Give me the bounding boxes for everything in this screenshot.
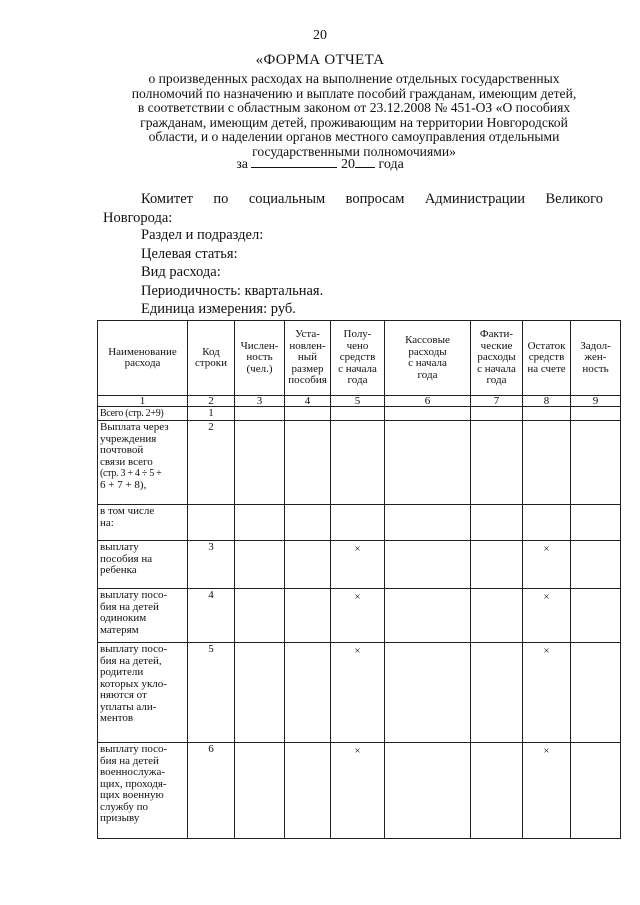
table-row	[98, 421, 621, 505]
header-headcount: Числен- ность (чел.)	[235, 321, 285, 396]
table-row	[98, 505, 621, 541]
section-label: Раздел и подраздел:	[141, 227, 264, 243]
period-year: 20	[340, 157, 355, 172]
period-prefix: за	[236, 157, 248, 172]
debt-cell	[571, 643, 621, 743]
year-blank	[355, 155, 375, 168]
header-cash-expenses: Кассовые расходы с начала года	[385, 321, 471, 396]
row-name: выплату посо- бия на детей одиноким матерям	[98, 589, 188, 643]
column-number: 9	[571, 396, 621, 407]
cash-expenses-cell	[385, 407, 471, 421]
row-name: выплату пособия на ребенка	[98, 541, 188, 589]
allowance-size-cell	[285, 421, 331, 505]
allowance-size-cell	[285, 407, 331, 421]
article-label: Целевая статья:	[141, 246, 238, 262]
column-number: 4	[285, 396, 331, 407]
funds-received-cell: ×	[331, 541, 385, 589]
row-code: 1	[188, 407, 235, 421]
row-name: в том числе на:	[98, 505, 188, 541]
allowance-size-cell	[285, 743, 331, 839]
funds-received-cell	[331, 505, 385, 541]
headcount-cell	[235, 643, 285, 743]
row-code: 6	[188, 743, 235, 839]
funds-received-cell: ×	[331, 643, 385, 743]
actual-expenses-cell	[471, 407, 523, 421]
period-blank	[251, 155, 337, 168]
header-expense-name: Наименование расхода	[98, 321, 188, 396]
account-balance-cell: ×	[523, 643, 571, 743]
headcount-cell	[235, 421, 285, 505]
row-code	[188, 505, 235, 541]
column-number: 7	[471, 396, 523, 407]
header-funds-received: Полу- чено средств с начала года	[331, 321, 385, 396]
row-code: 3	[188, 541, 235, 589]
cash-expenses-cell	[385, 541, 471, 589]
header-actual-expenses: Факти- ческие расходы с начала года	[471, 321, 523, 396]
periodicity-label: Периодичность: квартальная.	[141, 283, 324, 299]
column-number-row	[98, 396, 621, 407]
cash-expenses-cell	[385, 589, 471, 643]
column-number: 8	[523, 396, 571, 407]
funds-received-cell: ×	[331, 589, 385, 643]
debt-cell	[571, 505, 621, 541]
row-name: выплату посо- бия на детей, родители которых укло- няются от уплаты али- ментов	[98, 643, 188, 743]
column-number: 1	[98, 396, 188, 407]
account-balance-cell	[523, 505, 571, 541]
table-row	[98, 589, 621, 643]
cash-expenses-cell	[385, 505, 471, 541]
committee-line: Комитет по социальным вопросам Администрации Великого	[141, 191, 603, 207]
committee-name	[103, 190, 603, 228]
subtitle-line: гражданам, имеющим детей, проживающим на территории Новгородской	[140, 114, 568, 130]
table-row	[98, 541, 621, 589]
actual-expenses-cell	[471, 643, 523, 743]
subtitle-line: государственными полномочиями»	[252, 143, 456, 159]
column-number: 2	[188, 396, 235, 407]
period-suffix: года	[378, 157, 404, 172]
form-subtitle	[104, 72, 604, 160]
row-code: 5	[188, 643, 235, 743]
debt-cell	[571, 589, 621, 643]
cash-expenses-cell	[385, 421, 471, 505]
subtitle-line: о произведенных расходах на выполнение отдельных государственных	[148, 71, 560, 86]
account-balance-cell: ×	[523, 589, 571, 643]
allowance-size-cell	[285, 505, 331, 541]
header-row	[98, 321, 621, 396]
subtitle-line: в соответствии с областным законом от 23.12.2008 № 451-ОЗ «О пособиях	[137, 100, 571, 116]
table-row	[98, 643, 621, 743]
account-balance-cell	[523, 421, 571, 505]
column-number: 3	[235, 396, 285, 407]
table-row	[98, 743, 621, 839]
account-balance-cell: ×	[523, 743, 571, 839]
account-balance-cell: ×	[523, 541, 571, 589]
committee-line: Новгорода:	[103, 210, 173, 226]
header-row-code: Код строки	[188, 321, 235, 396]
debt-cell	[571, 421, 621, 505]
headcount-cell	[235, 743, 285, 839]
allowance-size-cell	[285, 589, 331, 643]
allowance-size-cell	[285, 541, 331, 589]
funds-received-cell	[331, 407, 385, 421]
actual-expenses-cell	[471, 743, 523, 839]
subtitle-line: области, и о наделении органов местного самоуправления отдельными	[148, 129, 560, 145]
expense-type-label: Вид расхода:	[141, 264, 221, 280]
actual-expenses-cell	[471, 541, 523, 589]
actual-expenses-cell	[471, 421, 523, 505]
actual-expenses-cell	[471, 505, 523, 541]
row-code: 2	[188, 421, 235, 505]
headcount-cell	[235, 407, 285, 421]
unit-label: Единица измерения: руб.	[141, 301, 296, 317]
row-code: 4	[188, 589, 235, 643]
report-table	[97, 320, 621, 839]
headcount-cell	[235, 589, 285, 643]
cash-expenses-cell	[385, 643, 471, 743]
page-number: 20	[313, 28, 327, 43]
header-allowance-size: Уста- новлен- ный размер пособия	[285, 321, 331, 396]
row-name: Всего (стр. 2+9)	[98, 407, 188, 421]
header-account-balance: Остаток средств на счете	[523, 321, 571, 396]
allowance-size-cell	[285, 643, 331, 743]
debt-cell	[571, 407, 621, 421]
cash-expenses-cell	[385, 743, 471, 839]
subtitle-line: полномочий по назначению и выплате пособий гражданам, имеющим детей,	[131, 85, 577, 101]
debt-cell	[571, 541, 621, 589]
row-name: выплату посо- бия на детей военнослужа- щих, проходя- щих военную службу по призыву	[98, 743, 188, 839]
account-balance-cell	[523, 407, 571, 421]
header-debt: Задол- жен- ность	[571, 321, 621, 396]
column-number: 5	[331, 396, 385, 407]
headcount-cell	[235, 541, 285, 589]
headcount-cell	[235, 505, 285, 541]
debt-cell	[571, 743, 621, 839]
report-period	[0, 155, 640, 173]
table-row	[98, 407, 621, 421]
actual-expenses-cell	[471, 589, 523, 643]
row-name: Выплата через учреждения почтовой связи всего (стр. 3 + 4 ÷ 5 + 6 + 7 + 8),	[98, 421, 188, 505]
column-number: 6	[385, 396, 471, 407]
form-title: «ФОРМА ОТЧЕТА	[255, 52, 385, 68]
funds-received-cell: ×	[331, 743, 385, 839]
funds-received-cell	[331, 421, 385, 505]
